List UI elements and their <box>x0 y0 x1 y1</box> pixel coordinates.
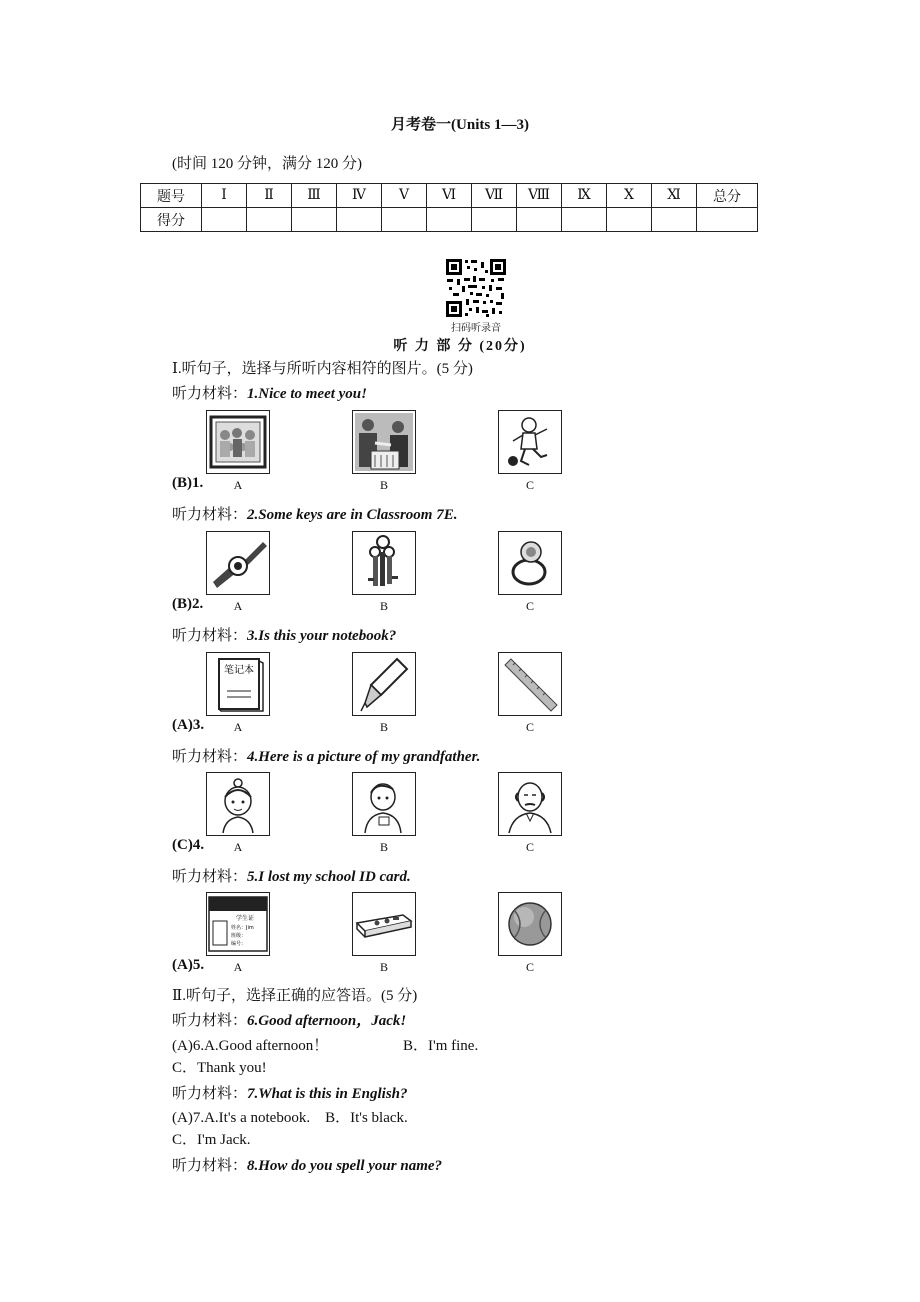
score-cell[interactable] <box>517 208 562 232</box>
option-5c-baseball[interactable] <box>498 892 562 956</box>
table-cell: Ⅵ <box>427 184 472 208</box>
option-label-b: B <box>379 720 388 734</box>
question-2-text: 2.Some keys are in Classroom 7E. <box>247 507 458 523</box>
option-label-a: A <box>233 960 243 974</box>
score-cell[interactable] <box>382 208 427 232</box>
table-cell: Ⅶ <box>472 184 517 208</box>
table-cell: Ⅰ <box>202 184 247 208</box>
question-8-line <box>172 1154 442 1175</box>
answer-7-line-1: (A)7.A.It's a notebook. B．It's black. <box>172 1110 408 1126</box>
material-label: 听力材料： <box>172 749 248 765</box>
soccer-player-icon <box>499 411 561 473</box>
answer-4: (C)4. <box>172 837 205 853</box>
option-3a-notebook[interactable] <box>206 652 270 716</box>
option-5b-pencil-case[interactable] <box>352 892 416 956</box>
answer-3: (A)3. <box>172 717 205 733</box>
question-1-text: 1.Nice to meet you! <box>247 386 367 402</box>
id-card-line-3: 班级： <box>231 933 247 939</box>
option-1c-soccer[interactable] <box>498 410 562 474</box>
fountain-pen-icon <box>353 653 415 715</box>
material-label: 听力材料： <box>172 1086 248 1102</box>
question-4-text: 4.Here is a picture of my grandfather. <box>247 749 481 765</box>
qr-caption: 扫码听录音 <box>451 323 501 334</box>
question-2-line <box>172 503 457 524</box>
table-cell: 题号 <box>141 184 202 208</box>
option-1b-handshake[interactable] <box>352 410 416 474</box>
question-7-line <box>172 1082 408 1103</box>
question-1-line <box>172 382 367 403</box>
section-title: 听 力 部 分 (20分) <box>393 339 527 354</box>
table-cell: Ⅹ <box>607 184 652 208</box>
option-label-b: B <box>379 960 388 974</box>
question-4-line <box>172 745 480 766</box>
baseball-icon <box>499 893 561 955</box>
notebook-label: 笔记本 <box>224 665 254 676</box>
answer-6-option-b: B．I'm fine. <box>403 1038 479 1054</box>
option-label-a: A <box>233 840 243 854</box>
option-label-b: B <box>379 478 388 492</box>
boy-icon <box>353 773 415 835</box>
option-label-c: C <box>525 840 534 854</box>
material-label: 听力材料： <box>172 1158 248 1174</box>
option-1a-family-photo[interactable] <box>206 410 270 474</box>
option-label-a: A <box>233 599 243 613</box>
grandfather-icon <box>499 773 561 835</box>
material-label: 听力材料： <box>172 386 248 402</box>
ring-icon <box>499 532 561 594</box>
score-cell[interactable] <box>607 208 652 232</box>
answer-6-line-2: C．Thank you! <box>172 1060 267 1076</box>
score-table <box>140 183 758 232</box>
option-2a-watch[interactable] <box>206 531 270 595</box>
table-cell: Ⅴ <box>382 184 427 208</box>
option-2c-ring[interactable] <box>498 531 562 595</box>
answer-6-line-1: (A)6.A.Good afternoon！ <box>172 1038 329 1054</box>
material-label: 听力材料： <box>172 628 248 644</box>
exam-meta: (时间 120 分钟，满分 120 分) <box>172 156 362 172</box>
question-6-line <box>172 1009 406 1030</box>
question-6-text: 6.Good afternoon，Jack! <box>247 1013 407 1029</box>
score-cell[interactable] <box>427 208 472 232</box>
option-label-c: C <box>525 599 534 613</box>
option-label-c: C <box>525 478 534 492</box>
option-4b-boy[interactable] <box>352 772 416 836</box>
score-cell[interactable] <box>652 208 697 232</box>
table-cell: 总分 <box>697 184 758 208</box>
option-label-b: B <box>379 840 388 854</box>
option-4c-grandfather[interactable] <box>498 772 562 836</box>
score-cell[interactable] <box>337 208 382 232</box>
table-cell: Ⅸ <box>562 184 607 208</box>
option-5a-id-card[interactable] <box>206 892 270 956</box>
table-cell: Ⅱ <box>247 184 292 208</box>
question-7-text: 7.What is this in English? <box>247 1086 408 1102</box>
keys-icon <box>353 532 415 594</box>
material-label: 听力材料： <box>172 1013 248 1029</box>
option-label-a: A <box>233 478 243 492</box>
option-label-a: A <box>233 720 243 734</box>
answer-2: (B)2. <box>172 596 204 612</box>
part1-instruction: Ⅰ.听句子，选择与所听内容相符的图片。(5 分) <box>172 361 473 377</box>
girl-icon <box>207 773 269 835</box>
option-3c-ruler[interactable] <box>498 652 562 716</box>
option-label-c: C <box>525 720 534 734</box>
ruler-icon <box>499 653 561 715</box>
answer-5: (A)5. <box>172 957 205 973</box>
score-table-header-row <box>141 184 758 208</box>
id-card-line-4: 编号： <box>231 941 247 947</box>
question-3-text: 3.Is this your notebook? <box>247 628 397 644</box>
option-4a-girl[interactable] <box>206 772 270 836</box>
id-card-line-1: 学生证 <box>235 915 255 922</box>
table-cell: Ⅷ <box>517 184 562 208</box>
option-3b-pen[interactable] <box>352 652 416 716</box>
score-cell[interactable] <box>202 208 247 232</box>
score-cell[interactable] <box>562 208 607 232</box>
material-label: 听力材料： <box>172 507 248 523</box>
material-label: 听力材料： <box>172 869 248 885</box>
student-id-card-icon <box>207 893 269 955</box>
family-photo-icon <box>207 411 269 473</box>
score-cell[interactable] <box>697 208 758 232</box>
question-5-line <box>172 865 411 886</box>
answer-7-line-2: C．I'm Jack. <box>172 1132 251 1148</box>
table-cell: Ⅳ <box>337 184 382 208</box>
option-label-c: C <box>525 960 534 974</box>
watch-icon <box>207 532 269 594</box>
notebook-icon <box>207 653 269 715</box>
handshake-scene-icon <box>353 411 415 473</box>
pencil-case-icon <box>353 893 415 955</box>
part2-instruction: Ⅱ.听句子，选择正确的应答语。(5 分) <box>172 988 418 1004</box>
qr-code-icon[interactable] <box>445 258 507 318</box>
score-table-score-row <box>141 208 758 232</box>
table-cell: Ⅲ <box>292 184 337 208</box>
id-card-line-2: 姓名：Jim <box>231 925 254 931</box>
question-8-text: 8.How do you spell your name? <box>247 1158 443 1174</box>
option-2b-keys[interactable] <box>352 531 416 595</box>
table-cell: 得分 <box>141 208 202 232</box>
score-cell[interactable] <box>292 208 337 232</box>
score-cell[interactable] <box>472 208 517 232</box>
question-3-line <box>172 624 396 645</box>
answer-1: (B)1. <box>172 475 204 491</box>
score-cell[interactable] <box>247 208 292 232</box>
question-5-text: 5.I lost my school ID card. <box>247 869 411 885</box>
option-label-b: B <box>379 599 388 613</box>
table-cell: Ⅺ <box>652 184 697 208</box>
page-title: 月考卷一(Units 1—3) <box>391 117 529 133</box>
